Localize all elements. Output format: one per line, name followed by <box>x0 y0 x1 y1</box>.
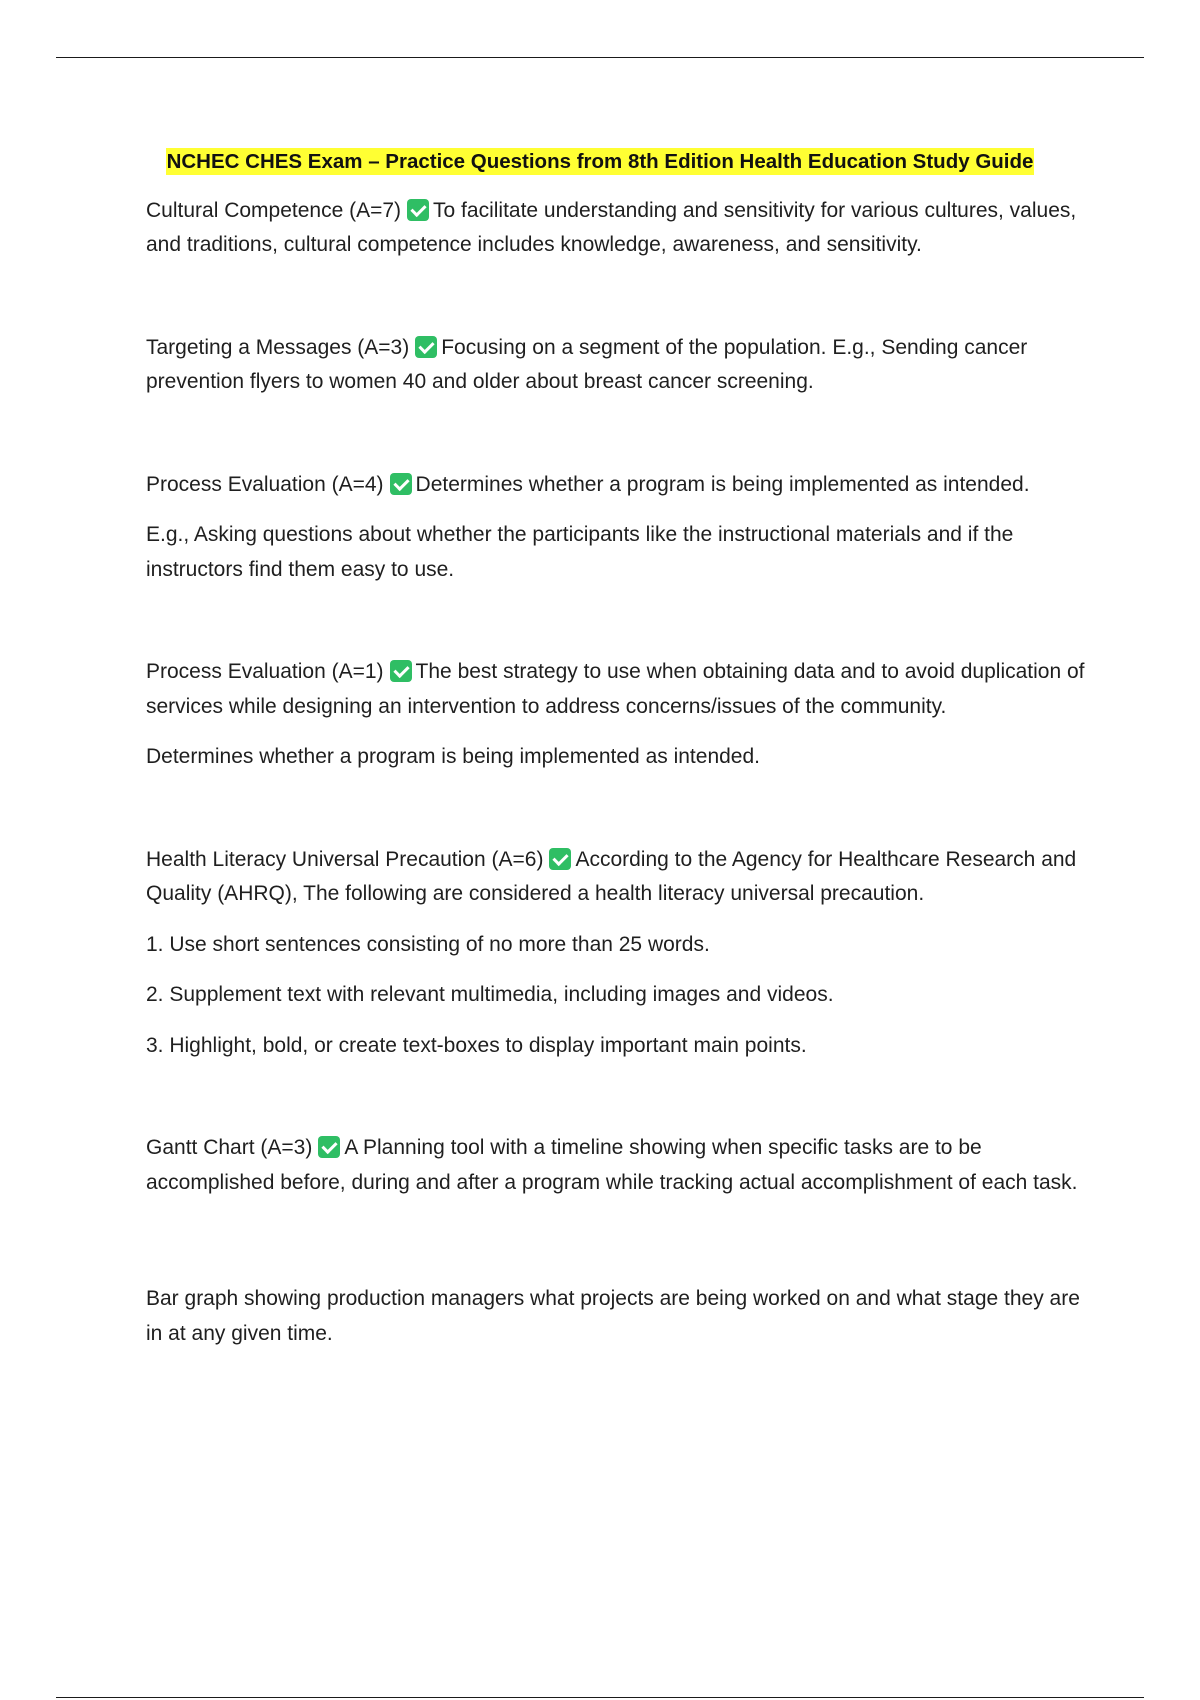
entry-answer: According to the Agency for Healthcare Research and Quality (AHRQ), The following are considered a health literacy universal precaution. <box>146 847 1077 905</box>
spacer <box>146 1079 1096 1131</box>
entry-answer: Determines whether a program is being implemented as intended. <box>415 472 1030 496</box>
entry-term: Targeting a Messages (A=3) <box>146 335 410 359</box>
entry-targeting-messages <box>146 331 1096 400</box>
entry-extra-paragraph: E.g., Asking questions about whether the participants like the instructional materials and if the instructors find them easy to use. <box>146 523 1014 581</box>
list-item: 1. Use short sentences consisting of no more than 25 words. <box>146 932 710 956</box>
page-title: NCHEC CHES Exam – Practice Questions from 8th Edition Health Education Study Guide <box>166 150 1034 173</box>
spacer <box>146 279 1096 331</box>
checkmark-icon <box>415 336 437 358</box>
bottom-rule <box>56 1697 1144 1698</box>
checkmark-icon <box>318 1136 340 1158</box>
entry-term: Process Evaluation (A=4) <box>146 472 384 496</box>
title-block <box>56 145 1144 180</box>
list-item: 3. Highlight, bold, or create text-boxes to display important main points. <box>146 1033 807 1057</box>
entry-term: Cultural Competence (A=7) <box>146 198 402 222</box>
spacer <box>146 603 1096 655</box>
entry-gantt-chart <box>146 1131 1096 1200</box>
document-body <box>146 145 1096 1367</box>
entry-answer: To facilitate understanding and sensitivity for various cultures, values, and traditions, cultural competence includes knowledge, awareness, and sensitivity. <box>146 198 1077 256</box>
entry-extra-paragraph: Determines whether a program is being implemented as intended. <box>146 745 760 768</box>
spacer <box>146 1216 1096 1282</box>
entry-term: Health Literacy Universal Precaution (A=6) <box>146 847 544 871</box>
entry-process-evaluation-a1 <box>146 655 1096 724</box>
checkmark-icon <box>390 660 412 682</box>
entry-health-literacy <box>146 843 1096 912</box>
closing-paragraph: Bar graph showing production managers what projects are being worked on and what stage they are in at any given time. <box>146 1287 1080 1345</box>
spacer <box>146 791 1096 843</box>
entry-answer: The best strategy to use when obtaining data and to avoid duplication of services while designing an intervention to address concerns/issues of the community. <box>146 660 1085 718</box>
entry-answer: A Planning tool with a timeline showing when specific tasks are to be accomplished before, during and after a program while tracking actual accomplishment of each task. <box>146 1136 1078 1194</box>
list-item: 2. Supplement text with relevant multimedia, including images and videos. <box>146 983 834 1006</box>
checkmark-icon <box>549 848 571 870</box>
entry-term: Gantt Chart (A=3) <box>146 1136 313 1159</box>
entry-cultural-competence <box>146 194 1096 263</box>
entry-answer: Focusing on a segment of the population. E.g., Sending cancer prevention flyers to women 40 and older about breast cancer screening. <box>146 335 1028 393</box>
checkmark-icon <box>390 473 412 495</box>
entry-term: Process Evaluation (A=1) <box>146 660 384 683</box>
checkmark-icon <box>407 199 429 221</box>
entry-process-evaluation-a4 <box>146 468 1096 503</box>
spacer <box>146 416 1096 468</box>
top-rule <box>56 57 1144 58</box>
